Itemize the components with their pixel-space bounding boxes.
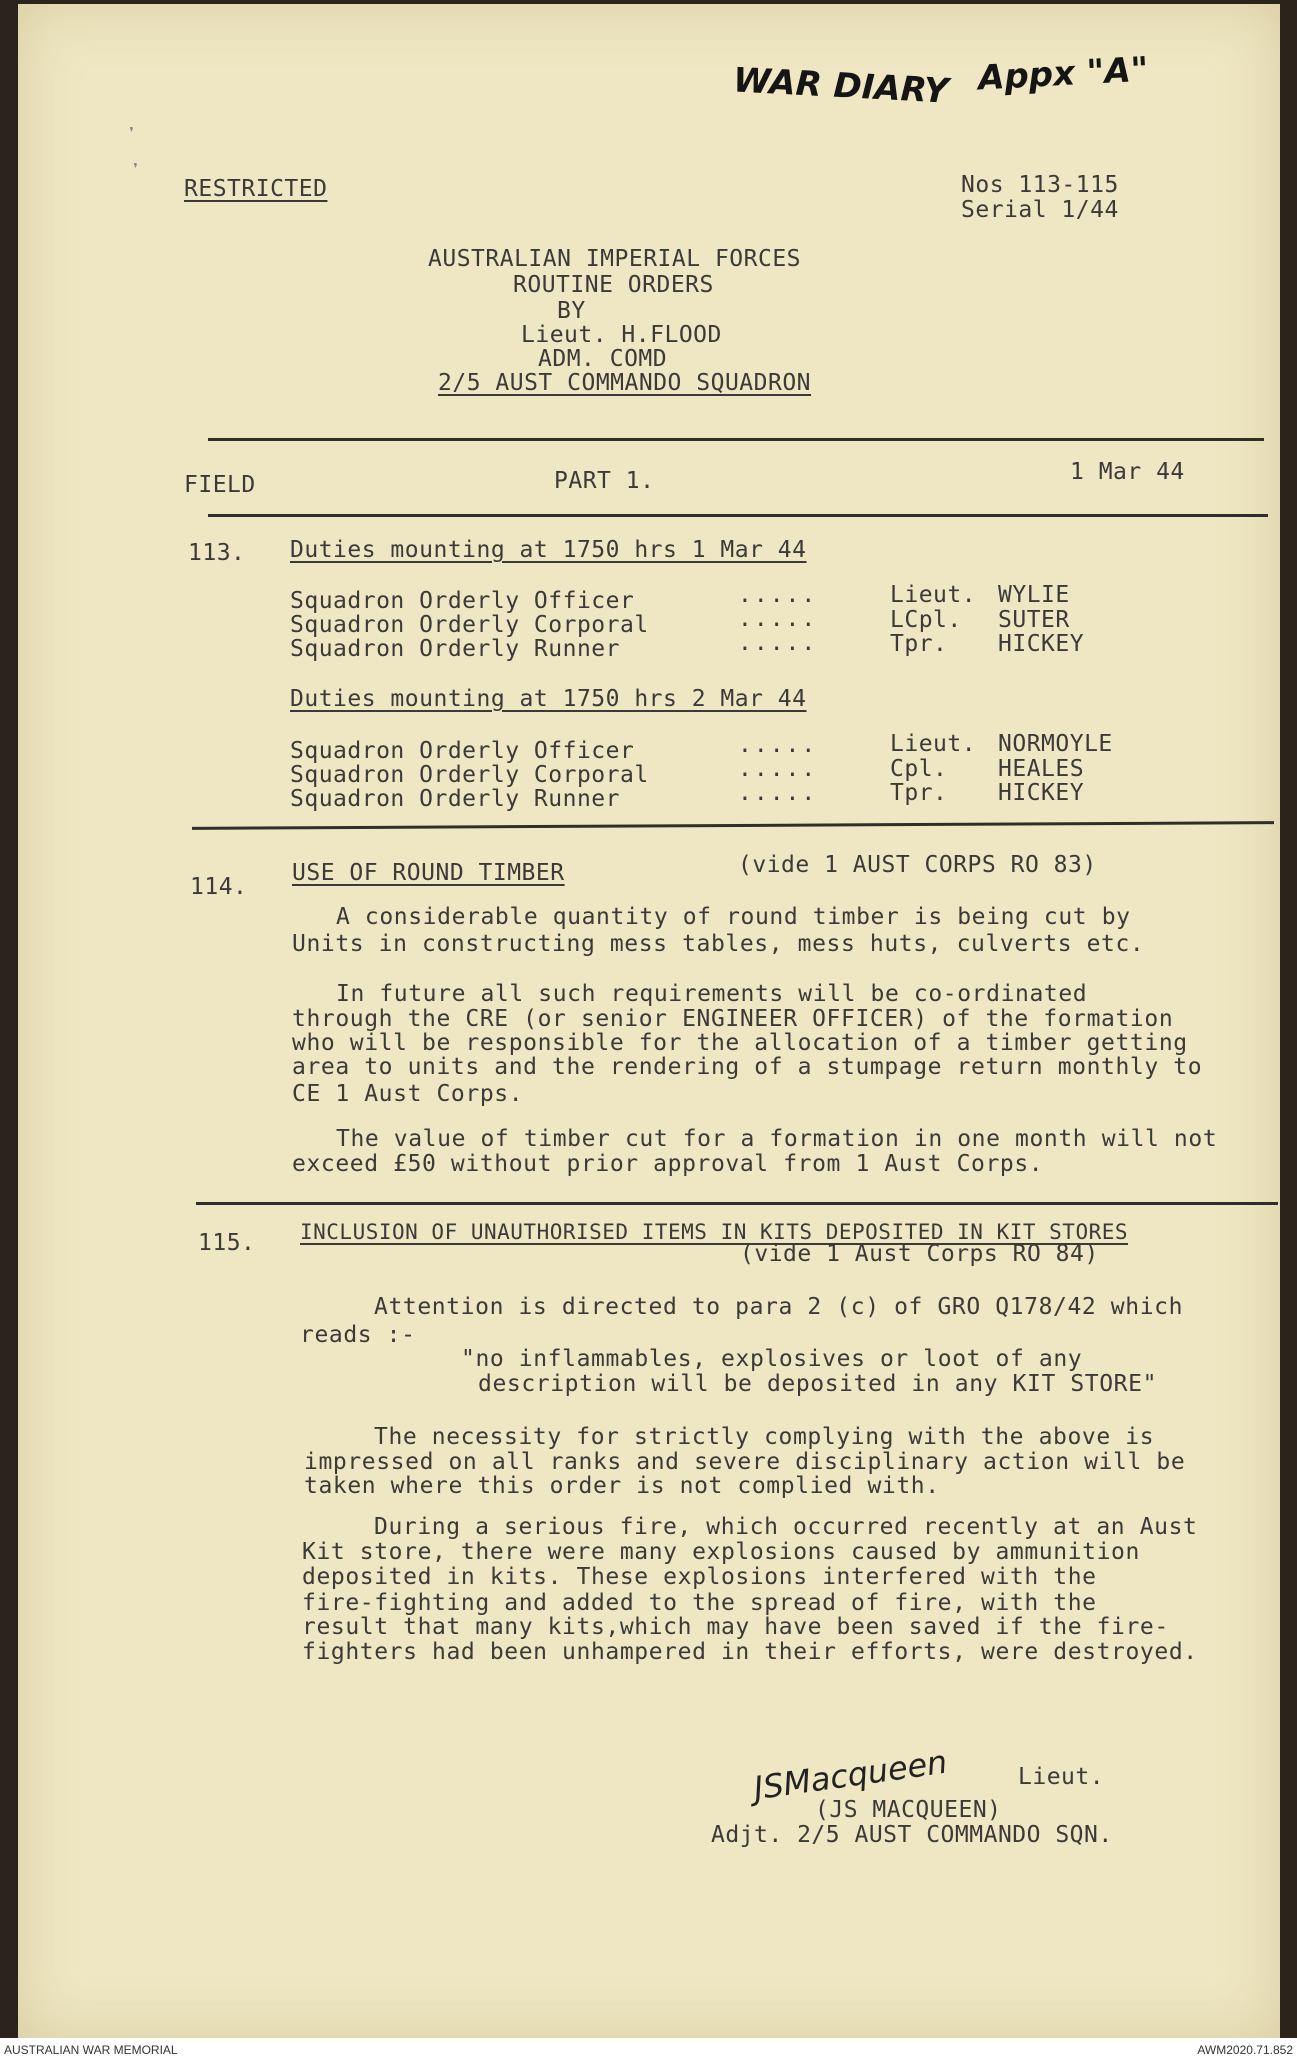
duty: Squadron Orderly Corporal (290, 762, 649, 788)
paragraph-line: exceed £50 without prior approval from 1 Aust Corps. (292, 1151, 1044, 1177)
title-line-2: ROUTINE ORDERS (513, 272, 714, 298)
section-number-113: 113. (188, 540, 246, 566)
section-number-114: 114. (190, 874, 248, 900)
paragraph-line: A considerable quantity of round timber is being cut by (336, 904, 1131, 930)
divider (208, 514, 1268, 517)
reference-114: (vide 1 AUST CORPS RO 83) (738, 852, 1097, 878)
leader-dots: ..... (738, 630, 818, 656)
paragraph-line: Units in constructing mess tables, mess huts, culverts etc. (292, 931, 1145, 957)
name: NORMOYLE (998, 731, 1113, 757)
name: HICKEY (998, 631, 1085, 657)
paragraph-line: taken where this order is not complied with. (304, 1473, 940, 1499)
divider (192, 821, 1274, 830)
location: FIELD (184, 472, 256, 498)
part-label: PART 1. (554, 468, 655, 494)
paragraph-line: who will be responsible for the allocation of a timber getting (292, 1030, 1188, 1056)
duty: Squadron Orderly Officer (290, 738, 635, 764)
reference-115: (vide 1 Aust Corps RO 84) (740, 1241, 1099, 1267)
duties-heading-1: Duties mounting at 1750 hrs 1 Mar 44 (290, 537, 807, 563)
title-line-6: 2/5 AUST COMMANDO SQUADRON (438, 370, 812, 396)
title-line-4: Lieut. H.FLOOD (521, 322, 722, 348)
duty: Squadron Orderly Corporal (290, 612, 649, 638)
rank: LCpl. (890, 607, 962, 633)
name: SUTER (998, 607, 1070, 633)
document-page (18, 4, 1280, 2038)
title-line-5: ADM. COMD (538, 346, 668, 372)
section-heading-115: INCLUSION OF UNAUTHORISED ITEMS IN KITS DEPOSITED IN KIT STORES (300, 1220, 1129, 1244)
divider (196, 1202, 1278, 1205)
rank: Lieut. (890, 582, 977, 608)
footer-accession-number: AWM2020.71.852 (1197, 2043, 1293, 2057)
handwritten-appendix: Appx "A" (977, 49, 1150, 99)
leader-dots: ..... (738, 606, 818, 632)
rank: Lieut. (890, 731, 977, 757)
leader-dots: ..... (738, 582, 818, 608)
serial-number: Serial 1/44 (961, 197, 1119, 223)
rank: Tpr. (890, 631, 948, 657)
divider (208, 438, 1264, 441)
paragraph-line: fighters had been unhampered in their efforts, were destroyed. (302, 1639, 1198, 1665)
title-line-1: AUSTRALIAN IMPERIAL FORCES (428, 246, 802, 272)
order-date: 1 Mar 44 (1070, 459, 1185, 485)
section-heading-114: USE OF ROUND TIMBER (292, 860, 565, 886)
paragraph-line: area to units and the rendering of a stumpage return monthly to (292, 1054, 1203, 1080)
title-line-3: BY (557, 298, 586, 324)
signatory-rank: Lieut. (1018, 1764, 1105, 1790)
leader-dots: ..... (738, 732, 818, 758)
paragraph-line: The value of timber cut for a formation in one month will not (336, 1126, 1218, 1152)
paragraph-line: Attention is directed to para 2 (c) of GRO Q178/42 which (374, 1294, 1184, 1320)
paragraph-line: deposited in kits. These explosions interfered with the (302, 1564, 1097, 1590)
punch-hole-mark: ❜ (126, 124, 137, 145)
punch-hole-mark: ❜ (130, 160, 141, 181)
paragraph-line: result that many kits,which may have been saved if the fire- (302, 1614, 1169, 1640)
paragraph-line: fire-fighting and added to the spread of fire, with the (302, 1590, 1097, 1616)
duty: Squadron Orderly Runner (290, 786, 620, 812)
name: HICKEY (998, 780, 1085, 806)
quoted-line: description will be deposited in any KIT STORE" (478, 1371, 1158, 1397)
leader-dots: ..... (738, 756, 818, 782)
footer-institution: AUSTRALIAN WAR MEMORIAL (4, 2043, 178, 2057)
paragraph-line: impressed on all ranks and severe disciplinary action will be (304, 1449, 1186, 1475)
leader-dots: ..... (738, 780, 818, 806)
paragraph-line: Kit store, there were many explosions caused by ammunition (302, 1539, 1140, 1565)
classification: RESTRICTED (184, 176, 328, 202)
handwritten-war-diary: WAR DIARY (732, 60, 950, 112)
archive-footer (0, 2038, 1297, 2061)
handwritten-signature: JSMacqueen (751, 1742, 950, 1808)
order-numbers: Nos 113-115 (961, 172, 1119, 198)
name: HEALES (998, 756, 1085, 782)
rank: Cpl. (890, 756, 948, 782)
name: WYLIE (998, 582, 1070, 608)
quoted-line: "no inflammables, explosives or loot of any (461, 1346, 1083, 1372)
duty: Squadron Orderly Runner (290, 636, 620, 662)
rank: Tpr. (890, 780, 948, 806)
signatory-name: (JS MACQUEEN) (815, 1797, 1002, 1823)
section-number-115: 115. (198, 1230, 256, 1256)
signatory-title: Adjt. 2/5 AUST COMMANDO SQN. (711, 1822, 1113, 1848)
paragraph-line: reads :- (300, 1322, 416, 1348)
paragraph-line: The necessity for strictly complying with the above is (374, 1424, 1155, 1450)
paragraph-line: In future all such requirements will be co-ordinated (336, 981, 1088, 1007)
paragraph-line: During a serious fire, which occurred recently at an Aust (374, 1514, 1198, 1540)
duties-heading-2: Duties mounting at 1750 hrs 2 Mar 44 (290, 686, 807, 712)
paragraph-line: through the CRE (or senior ENGINEER OFFICER) of the formation (292, 1006, 1174, 1032)
paragraph-line: CE 1 Aust Corps. (292, 1081, 524, 1107)
duty: Squadron Orderly Officer (290, 588, 635, 614)
